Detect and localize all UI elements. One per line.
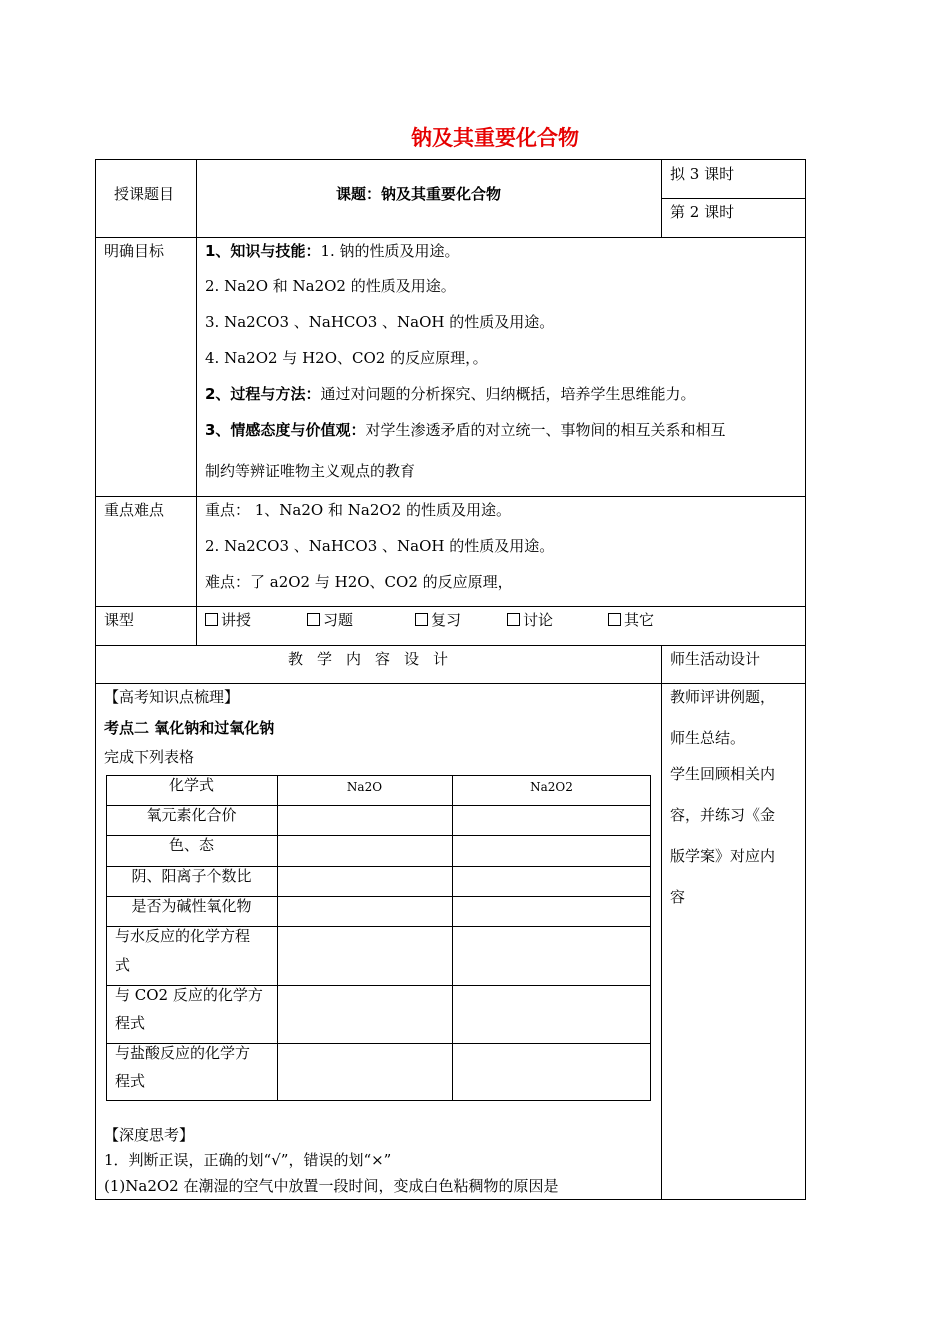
rule bbox=[95, 496, 806, 497]
table-row-oxidation-state: 氧元素化合价 bbox=[146, 806, 237, 824]
rule bbox=[95, 237, 806, 238]
activity-line: 学生回顾相关内 bbox=[670, 765, 776, 783]
knowledge-item-4: 4. Na2O2 与 H2O、CO2 的反应原理，。 bbox=[205, 349, 488, 367]
rule bbox=[95, 606, 806, 607]
keypoint-line-1: 重点： 1、Na2O 和 Na2O2 的性质及用途。 bbox=[205, 501, 511, 519]
planned-hours: 拟 3 课时 bbox=[670, 165, 735, 183]
rule bbox=[661, 159, 662, 237]
table-row-basic-oxide: 是否为碱性氧化物 bbox=[131, 897, 252, 915]
activity-line: 容，并练习《金 bbox=[670, 806, 776, 824]
rule bbox=[95, 683, 806, 684]
instruction: 完成下列表格 bbox=[104, 748, 195, 766]
checkbox-icon[interactable] bbox=[307, 613, 320, 626]
table-row-hcl-line1: 与盐酸反应的化学方 bbox=[115, 1044, 251, 1062]
rule bbox=[196, 159, 197, 645]
rule bbox=[661, 198, 806, 199]
knowledge-item-1: 1. 钠的性质及用途。 bbox=[320, 242, 460, 260]
lesson-topic: 课题：钠及其重要化合物 bbox=[336, 185, 502, 203]
knowledge-item-3: 3. Na2CO3 、NaHCO3 、NaOH 的性质及用途。 bbox=[205, 313, 555, 331]
topic-title: 考点二 氧化钠和过氧化钠 bbox=[104, 719, 275, 737]
content-heading: 教学内容设计 bbox=[288, 650, 463, 668]
keypoint-line-3: 难点：了 a2O2 与 H2O、CO2 的反应原理， bbox=[205, 573, 513, 591]
activity-heading: 师生活动设计 bbox=[670, 650, 761, 668]
question-1: 1．判断正误，正确的划“√”，错误的划“×” bbox=[104, 1151, 392, 1169]
lesson-type-option-other[interactable]: 其它 bbox=[608, 613, 654, 628]
checkbox-icon[interactable] bbox=[415, 613, 428, 626]
lesson-type-option-exercise[interactable]: 习题 bbox=[307, 613, 353, 628]
activity-line: 师生总结。 bbox=[670, 729, 746, 747]
lesson-type-option-review[interactable]: 复习 bbox=[415, 613, 461, 628]
deep-thinking-title: 【深度思考】 bbox=[104, 1126, 195, 1144]
rule bbox=[661, 645, 662, 1200]
activity-line: 教师评讲例题， bbox=[670, 688, 776, 706]
emotion-text-2: 制约等辨证唯物主义观点的教育 bbox=[205, 462, 416, 480]
process-text: 通过对问题的分析探究、归纳概括，培养学生思维能力。 bbox=[320, 385, 696, 403]
lesson-type-option-discussion[interactable]: 讨论 bbox=[507, 613, 553, 628]
rule bbox=[95, 645, 806, 646]
keypoint-line-2: 2. Na2CO3 、NaHCO3 、NaOH 的性质及用途。 bbox=[205, 537, 555, 555]
checkbox-icon[interactable] bbox=[205, 613, 218, 626]
table-row-color-state: 色、态 bbox=[168, 836, 214, 854]
objective-knowledge bbox=[205, 244, 460, 259]
checkbox-icon[interactable] bbox=[507, 613, 520, 626]
lesson-type-option-lecture[interactable]: 讲授 bbox=[205, 613, 251, 628]
knowledge-item-2: 2. Na2O 和 Na2O2 的性质及用途。 bbox=[205, 277, 456, 295]
objective-emotion bbox=[205, 423, 725, 438]
current-hour: 第 2 课时 bbox=[670, 203, 735, 221]
activity-line: 容 bbox=[670, 888, 686, 906]
table-row-water-line2: 式 bbox=[115, 956, 131, 974]
objectives-label: 明确目标 bbox=[104, 242, 165, 260]
emotion-prefix: 3、情感态度与价值观： bbox=[205, 421, 366, 439]
table-header-na2o: Na2O bbox=[346, 780, 383, 794]
keypoints-label: 重点难点 bbox=[104, 501, 165, 519]
lesson-type-label: 课型 bbox=[104, 611, 135, 629]
activity-line: 版学案》对应内 bbox=[670, 847, 776, 865]
objective-process bbox=[205, 387, 695, 402]
table-row-hcl-line2: 程式 bbox=[115, 1072, 146, 1090]
table-row-ion-ratio: 阴、阳离子个数比 bbox=[131, 867, 252, 885]
knowledge-prefix: 1、知识与技能： bbox=[205, 242, 321, 260]
subject-label: 授课题目 bbox=[114, 185, 175, 203]
document-title: 钠及其重要化合物 bbox=[411, 126, 579, 150]
rule bbox=[452, 775, 453, 1101]
emotion-text-1: 对学生渗透矛盾的对立统一、事物间的相互关系和相互 bbox=[365, 421, 726, 439]
table-row-co2-line1: 与 CO2 反应的化学方 bbox=[115, 986, 263, 1004]
table-header-formula: 化学式 bbox=[168, 776, 214, 794]
table-header-na2o2: Na2O2 bbox=[530, 780, 573, 794]
rule bbox=[277, 775, 278, 1101]
table-row-co2-line2: 程式 bbox=[115, 1014, 146, 1032]
section-title: 【高考知识点梳理】 bbox=[104, 688, 240, 706]
checkbox-icon[interactable] bbox=[608, 613, 621, 626]
process-prefix: 2、过程与方法： bbox=[205, 385, 321, 403]
question-1-1: (1)Na2O2 在潮湿的空气中放置一段时间，变成白色粘稠物的原因是 bbox=[104, 1177, 559, 1195]
table-row-water-line1: 与水反应的化学方程 bbox=[115, 927, 251, 945]
